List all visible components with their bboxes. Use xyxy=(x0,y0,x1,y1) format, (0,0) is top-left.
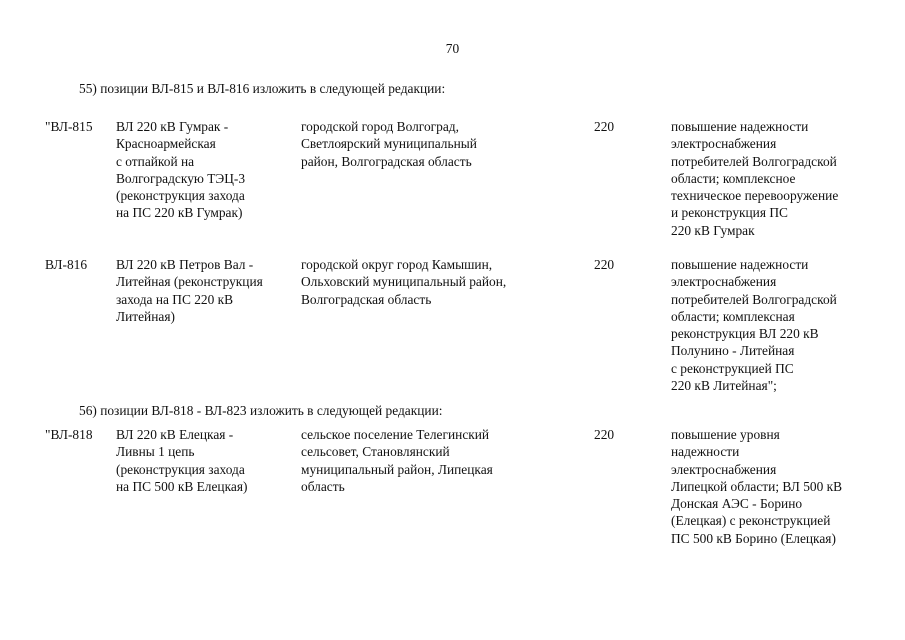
text-line: надежности xyxy=(671,444,740,460)
text-line: ПС 500 кВ Борино (Елецкая) xyxy=(671,530,836,546)
line-name xyxy=(116,426,247,495)
voltage: 220 xyxy=(594,427,615,442)
text-line: Волгоградская область xyxy=(301,291,432,307)
row-id: ВЛ-816 xyxy=(45,257,88,272)
text-line: электроснабжения xyxy=(671,461,777,477)
line-name xyxy=(116,118,245,222)
text-line: муниципальный район, Липецкая xyxy=(301,461,493,477)
text-line: район, Волгоградская область xyxy=(301,153,472,169)
text-line: 220 кВ Гумрак xyxy=(671,222,755,238)
text-line: Литейная (реконструкция xyxy=(116,274,263,290)
text-line: области; комплексная xyxy=(671,308,795,324)
text-line: электроснабжения xyxy=(671,136,777,152)
instruction-55: 55) позиции ВЛ-815 и ВЛ-816 изложить в следующей редакции: xyxy=(79,81,446,96)
voltage: 220 xyxy=(594,119,615,134)
text-line: Ольховский муниципальный район, xyxy=(301,274,507,290)
text-line: техническое перевооружение xyxy=(671,188,839,204)
text-line: реконструкция ВЛ 220 кВ xyxy=(671,326,819,342)
text-line: с реконструкцией ПС xyxy=(671,360,794,376)
text-line: городской округ город Камышин, xyxy=(301,257,493,272)
location xyxy=(301,426,493,495)
line-name xyxy=(116,256,263,325)
page-number: 70 xyxy=(445,41,460,56)
location xyxy=(301,118,477,170)
text-line: сельсовет, Становлянский xyxy=(301,444,450,460)
instruction-56: 56) позиции ВЛ-818 - ВЛ-823 изложить в следующей редакции: xyxy=(79,403,443,418)
voltage: 220 xyxy=(594,257,615,272)
text-line: городской город Волгоград, xyxy=(301,119,459,134)
goal xyxy=(671,118,838,239)
text-line: области; комплексное xyxy=(671,170,796,186)
text-line: с отпайкой на xyxy=(116,153,195,169)
text-line: 220 кВ Литейная"; xyxy=(671,378,777,394)
text-line: и реконструкция ПС xyxy=(671,205,788,221)
text-line: Донская АЭС - Борино xyxy=(671,496,803,512)
text-line: Полунино - Литейная xyxy=(671,343,795,359)
text-line: Светлоярский муниципальный xyxy=(301,136,477,152)
row-id: "ВЛ-815 xyxy=(45,119,93,134)
text-line: Красноармейская xyxy=(116,136,216,152)
text-line: ВЛ 220 кВ Петров Вал - xyxy=(116,257,254,272)
text-line: (реконструкция захода xyxy=(116,461,245,477)
text-line: потребителей Волгоградской xyxy=(671,291,837,307)
text-line: повышение надежности xyxy=(671,257,809,272)
text-line: область xyxy=(301,478,345,494)
text-line: захода на ПС 220 кВ xyxy=(116,291,234,307)
text-line: ВЛ 220 кВ Елецкая - xyxy=(116,427,234,442)
text-line: ВЛ 220 кВ Гумрак - xyxy=(116,119,229,134)
text-line: электроснабжения xyxy=(671,274,777,290)
row-id: "ВЛ-818 xyxy=(45,427,93,442)
text-line: Литейная) xyxy=(116,308,175,324)
text-line: (реконструкция захода xyxy=(116,188,245,204)
text-line: Липецкой области; ВЛ 500 кВ xyxy=(671,478,843,494)
goal xyxy=(671,426,842,547)
text-line: потребителей Волгоградской xyxy=(671,153,837,169)
text-line: на ПС 500 кВ Елецкая) xyxy=(116,478,248,494)
location xyxy=(301,256,506,308)
text-line: повышение уровня xyxy=(671,427,780,442)
goal xyxy=(671,256,837,394)
text-line: сельское поселение Телегинский xyxy=(301,427,490,442)
text-line: Ливны 1 цепь xyxy=(116,444,195,460)
text-line: Волгоградскую ТЭЦ-3 xyxy=(116,170,246,186)
text-line: повышение надежности xyxy=(671,119,809,134)
text-line: на ПС 220 кВ Гумрак) xyxy=(116,205,243,221)
text-line: (Елецкая) с реконструкцией xyxy=(671,513,831,529)
